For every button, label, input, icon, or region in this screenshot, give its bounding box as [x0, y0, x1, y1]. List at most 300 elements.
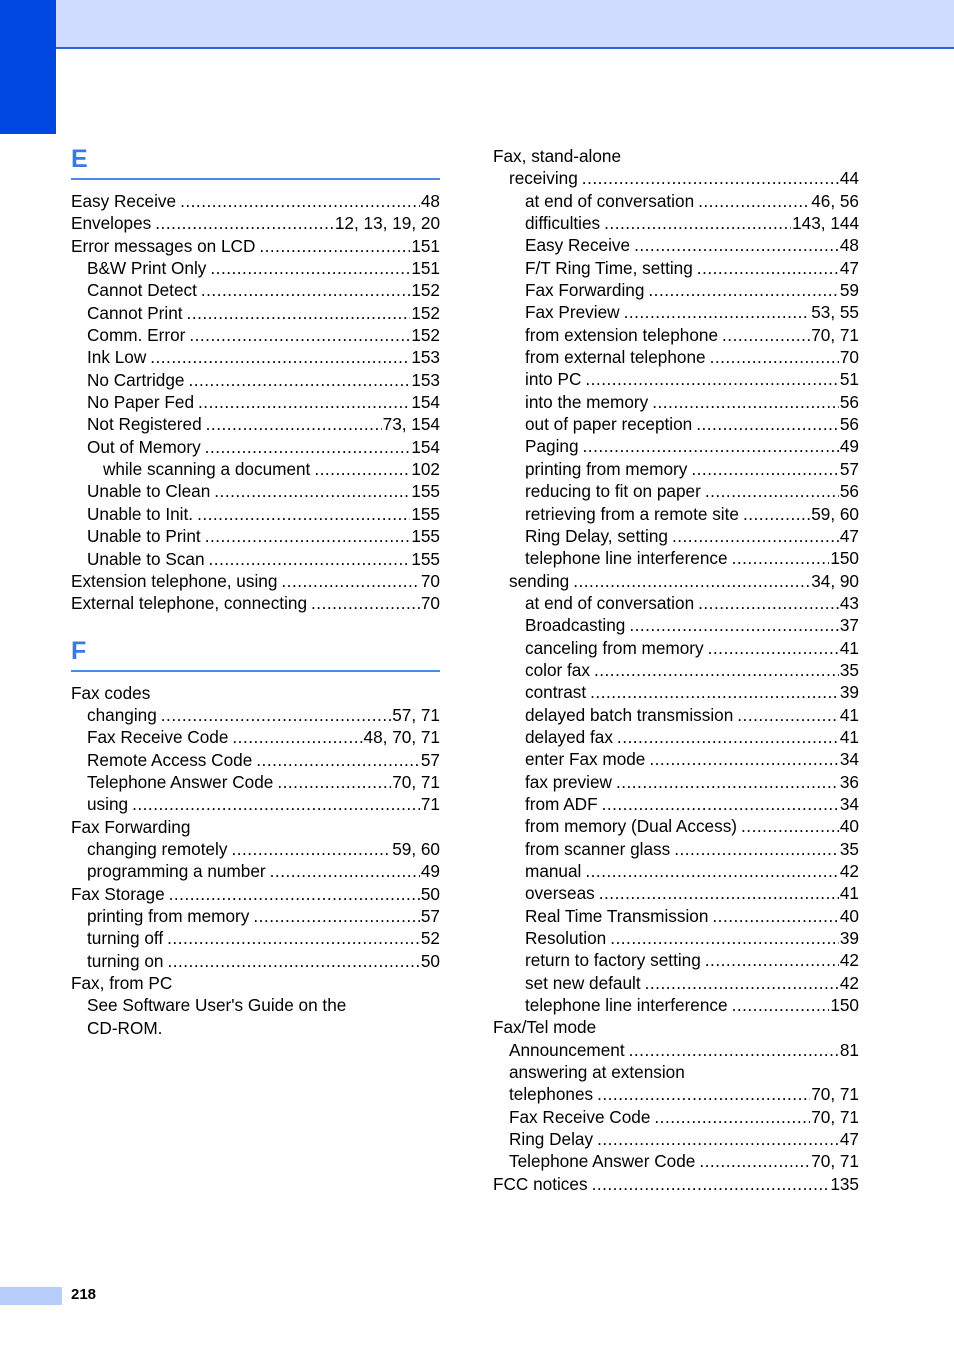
- index-pages: 47: [839, 1129, 859, 1150]
- index-term: Fax Forwarding: [525, 280, 645, 301]
- index-term: Fax, stand-alone: [493, 146, 622, 166]
- dot-leader: [654, 1106, 810, 1128]
- index-entry: [493, 771, 859, 793]
- index-term: overseas: [525, 883, 595, 904]
- dot-leader: [189, 324, 410, 346]
- index-entry: [493, 480, 859, 502]
- index-term: F/T Ring Time, setting: [525, 257, 693, 278]
- dot-leader: [698, 592, 839, 614]
- index-term: from scanner glass: [525, 838, 671, 859]
- index-term: Unable to Print: [87, 526, 201, 547]
- index-term: Unable to Clean: [87, 481, 211, 502]
- index-term: Out of Memory: [87, 436, 201, 457]
- index-entry: [71, 212, 440, 234]
- index-entry: [71, 816, 440, 838]
- index-term: B&W Print Only: [87, 258, 207, 279]
- index-term: Ink Low: [87, 347, 147, 368]
- index-term: Unable to Init.: [87, 503, 194, 524]
- index-pages: 152: [411, 325, 440, 346]
- index-pages: 47: [839, 257, 859, 278]
- index-entry: [493, 860, 859, 882]
- index-entry: [493, 1106, 859, 1128]
- dot-leader: [674, 838, 839, 860]
- index-term: CD-ROM.: [87, 1017, 163, 1038]
- index-pages: 155: [411, 526, 440, 547]
- index-pages: 155: [411, 481, 440, 502]
- index-pages: 102: [411, 459, 440, 480]
- dot-leader: [314, 458, 410, 480]
- index-term: using: [87, 794, 129, 815]
- index-entry: [493, 748, 859, 770]
- index-term: difficulties: [525, 213, 601, 234]
- index-term: into PC: [525, 369, 582, 390]
- index-pages: 34: [839, 793, 859, 814]
- index-entry: [71, 994, 440, 1016]
- dot-leader: [214, 480, 410, 502]
- index-entry: [493, 503, 859, 525]
- index-pages: 53, 55: [811, 302, 859, 323]
- index-entry: [71, 592, 440, 614]
- index-entry: [71, 235, 440, 257]
- dot-leader: [741, 815, 839, 837]
- index-term: Error messages on LCD: [71, 235, 256, 256]
- footer-band: [0, 1287, 62, 1305]
- index-entry: [493, 190, 859, 212]
- index-pages: 155: [411, 503, 440, 524]
- dot-leader: [697, 257, 839, 279]
- dot-leader: [150, 346, 410, 368]
- index-entry: [71, 413, 440, 435]
- index-term: Cannot Print: [87, 302, 183, 323]
- index-term: from external telephone: [525, 347, 706, 368]
- index-term: Fax Storage: [71, 883, 165, 904]
- index-term: answering at extension: [509, 1062, 685, 1083]
- index-term: delayed batch transmission: [525, 704, 734, 725]
- index-term: programming a number: [87, 861, 266, 882]
- index-entry: [71, 503, 440, 525]
- index-entry: [493, 994, 859, 1016]
- index-pages: 81: [839, 1039, 859, 1060]
- index-pages: 48: [420, 191, 440, 211]
- dot-leader: [672, 525, 839, 547]
- dot-leader: [698, 190, 810, 212]
- index-term: receiving: [509, 168, 578, 189]
- index-entry: [71, 548, 440, 570]
- index-entry: [493, 614, 859, 636]
- index-term: printing from memory: [525, 458, 688, 479]
- index-entry: [71, 793, 440, 815]
- index-pages: 70: [420, 593, 440, 614]
- index-pages: 151: [411, 235, 440, 256]
- index-entry: [493, 793, 859, 815]
- index-entry: [71, 1017, 440, 1039]
- dot-leader: [167, 950, 419, 972]
- index-entry: [71, 346, 440, 368]
- index-pages: 57: [839, 458, 859, 479]
- index-entry: [493, 391, 859, 413]
- index-entry: [493, 592, 859, 614]
- index-entry: [493, 234, 859, 256]
- page-number: 218: [71, 1286, 97, 1303]
- dot-leader: [645, 972, 839, 994]
- index-term: Cannot Detect: [87, 280, 197, 301]
- index-pages: 70, 71: [811, 1151, 859, 1172]
- index-entry: [493, 681, 859, 703]
- index-pages: 41: [839, 637, 859, 658]
- index-pages: 59, 60: [811, 503, 859, 524]
- index-term: Ring Delay: [509, 1129, 594, 1150]
- index-term: fax preview: [525, 771, 612, 792]
- index-entry: [71, 860, 440, 882]
- index-pages: 70, 71: [811, 324, 859, 345]
- index-pages: 42: [839, 972, 859, 993]
- dot-leader: [594, 659, 839, 681]
- index-term: color fax: [525, 659, 590, 680]
- index-entry: [71, 257, 440, 279]
- dot-leader: [617, 726, 839, 748]
- index-pages: 36: [839, 771, 859, 792]
- index-pages: 70, 71: [811, 1084, 859, 1105]
- index-entry: [493, 704, 859, 726]
- dot-leader: [188, 369, 410, 391]
- index-entry: [493, 1173, 859, 1195]
- index-term: Comm. Error: [87, 325, 186, 346]
- index-term: telephone line interference: [525, 995, 728, 1016]
- dot-leader: [624, 301, 811, 323]
- index-pages: 151: [411, 258, 440, 279]
- index-term: sending: [509, 570, 570, 591]
- index-pages: 155: [411, 548, 440, 569]
- dot-leader: [610, 927, 839, 949]
- dot-leader: [743, 503, 810, 525]
- index-entry: [493, 905, 859, 927]
- index-entry: [71, 525, 440, 547]
- dot-leader: [187, 302, 411, 324]
- index-term: Real Time Transmission: [525, 905, 709, 926]
- index-entry: [493, 257, 859, 279]
- dot-leader: [197, 503, 410, 525]
- index-pages: 70: [839, 347, 859, 368]
- index-term: Fax Forwarding: [71, 816, 191, 837]
- index-entry: [493, 413, 859, 435]
- index-entry: [71, 927, 440, 949]
- index-entry: [71, 905, 440, 927]
- index-pages: 47: [839, 525, 859, 546]
- dot-leader: [597, 1083, 810, 1105]
- index-term: return to factory setting: [525, 950, 701, 971]
- dot-leader: [311, 592, 420, 614]
- index-entry: [71, 279, 440, 301]
- index-term: while scanning a document: [103, 459, 311, 480]
- index-pages: 50: [420, 883, 440, 904]
- index-pages: 40: [839, 905, 859, 926]
- index-entry: [493, 279, 859, 301]
- dot-leader: [161, 704, 391, 726]
- dot-leader: [712, 905, 838, 927]
- index-entry: [71, 324, 440, 346]
- index-entry: [71, 682, 440, 704]
- index-pages: 59: [839, 280, 859, 301]
- index-term: Unable to Scan: [87, 548, 205, 569]
- index-pages: 12, 13, 19, 20: [334, 213, 440, 234]
- index-term: See Software User's Guide on the: [87, 995, 347, 1016]
- index-pages: 52: [420, 928, 440, 949]
- index-pages: 153: [411, 369, 440, 390]
- index-term: No Cartridge: [87, 369, 185, 390]
- index-entry: [71, 190, 440, 212]
- index-entry: [493, 368, 859, 390]
- dot-leader: [167, 927, 420, 949]
- index-entry: [493, 815, 859, 837]
- index-term: turning off: [87, 928, 164, 949]
- index-entry: [493, 1016, 859, 1038]
- index-pages: 39: [839, 928, 859, 949]
- index-entry: [493, 1061, 859, 1083]
- index-term: Fax, from PC: [71, 973, 173, 993]
- index-entry: [71, 838, 440, 860]
- dot-leader: [649, 748, 839, 770]
- index-pages: 49: [839, 436, 859, 457]
- index-pages: 34, 90: [811, 570, 859, 591]
- dot-leader: [583, 435, 839, 457]
- index-entry: [71, 369, 440, 391]
- index-term: Announcement: [509, 1039, 625, 1060]
- index-entry: [71, 950, 440, 972]
- index-pages: 70: [420, 570, 440, 591]
- dot-leader: [652, 391, 839, 413]
- dot-leader: [198, 391, 410, 413]
- dot-leader: [699, 1150, 810, 1172]
- index-pages: 73, 154: [382, 414, 440, 435]
- index-entry: [493, 1039, 859, 1061]
- index-term: printing from memory: [87, 905, 250, 926]
- index-pages: 51: [839, 369, 859, 390]
- index-list-right: [493, 145, 859, 1195]
- index-entry: [493, 525, 859, 547]
- index-pages: 35: [839, 659, 859, 680]
- index-pages: 152: [411, 302, 440, 323]
- dot-leader: [722, 324, 810, 346]
- index-pages: 42: [839, 861, 859, 881]
- dot-leader: [169, 883, 420, 905]
- dot-leader: [696, 413, 839, 435]
- index-pages: 41: [839, 883, 859, 904]
- index-entry: [71, 883, 440, 905]
- index-entry: [493, 927, 859, 949]
- index-entry: [71, 436, 440, 458]
- index-column-left: [71, 145, 440, 1039]
- dot-leader: [201, 279, 410, 301]
- index-pages: 43: [839, 592, 859, 613]
- dot-leader: [205, 436, 411, 458]
- index-entry: [493, 1150, 859, 1172]
- index-entry: [493, 458, 859, 480]
- dot-leader: [231, 838, 391, 860]
- dot-leader: [604, 212, 791, 234]
- index-entry: [493, 301, 859, 323]
- index-pages: 57, 71: [392, 704, 440, 725]
- dot-leader: [270, 860, 420, 882]
- index-term: Remote Access Code: [87, 749, 253, 770]
- index-term: Resolution: [525, 928, 607, 949]
- index-term: set new default: [525, 972, 641, 993]
- dot-leader: [691, 458, 839, 480]
- index-entry: [71, 302, 440, 324]
- index-pages: 150: [830, 995, 859, 1016]
- index-pages: 46, 56: [811, 190, 859, 211]
- index-pages: 42: [839, 950, 859, 971]
- index-entry: [493, 637, 859, 659]
- index-term: Fax Receive Code: [509, 1106, 651, 1127]
- dot-leader: [629, 1039, 839, 1061]
- index-term: Extension telephone, using: [71, 570, 278, 591]
- index-pages: 41: [839, 726, 859, 747]
- dot-leader: [597, 1128, 839, 1150]
- index-pages: 49: [420, 861, 440, 882]
- section-letter-e: E: [71, 145, 440, 180]
- index-term: External telephone, connecting: [71, 593, 308, 614]
- index-entry: [493, 882, 859, 904]
- index-term: changing remotely: [87, 838, 228, 859]
- index-entry: [493, 838, 859, 860]
- index-term: No Paper Fed: [87, 392, 195, 413]
- index-pages: 44: [839, 168, 859, 189]
- index-pages: 70, 71: [392, 771, 440, 792]
- index-term: from extension telephone: [525, 324, 719, 345]
- dot-leader: [592, 1173, 830, 1195]
- dot-leader: [616, 771, 839, 793]
- index-pages: 57: [420, 749, 440, 770]
- index-entry: [71, 749, 440, 771]
- index-term: Fax codes: [71, 682, 151, 703]
- index-pages: 135: [830, 1173, 859, 1194]
- index-column-right: [493, 145, 859, 1195]
- index-term: Fax Preview: [525, 302, 620, 323]
- index-pages: 41: [839, 704, 859, 725]
- index-entry: [493, 167, 859, 189]
- index-term: telephone line interference: [525, 548, 728, 569]
- index-term: Paging: [525, 436, 579, 457]
- index-entry: [71, 771, 440, 793]
- index-entry: [493, 659, 859, 681]
- index-term: out of paper reception: [525, 414, 693, 435]
- dot-leader: [259, 235, 410, 257]
- header-band: [0, 0, 954, 49]
- index-term: canceling from memory: [525, 637, 704, 658]
- index-entry: [493, 212, 859, 234]
- index-term: manual: [525, 861, 582, 881]
- index-pages: 40: [839, 816, 859, 837]
- index-term: from ADF: [525, 793, 598, 814]
- index-term: Fax Receive Code: [87, 727, 229, 748]
- index-pages: 48: [839, 235, 859, 256]
- index-pages: 34: [839, 749, 859, 770]
- index-term: turning on: [87, 950, 164, 971]
- index-term: Ring Delay, setting: [525, 525, 668, 546]
- index-pages: 70, 71: [811, 1106, 859, 1127]
- dot-leader: [155, 212, 334, 234]
- index-entry: [493, 547, 859, 569]
- index-entry: [71, 391, 440, 413]
- index-term: contrast: [525, 682, 587, 703]
- index-pages: 48, 70, 71: [363, 727, 440, 748]
- dot-leader: [737, 704, 839, 726]
- chapter-tab: [0, 0, 56, 134]
- index-pages: 152: [411, 280, 440, 301]
- index-term: from memory (Dual Access): [525, 816, 738, 837]
- dot-leader: [253, 905, 420, 927]
- index-term: Fax/Tel mode: [493, 1017, 597, 1038]
- index-term: Easy Receive: [525, 235, 631, 256]
- dot-leader: [629, 614, 839, 636]
- dot-leader: [710, 346, 839, 368]
- dot-leader: [705, 949, 839, 971]
- index-term: enter Fax mode: [525, 749, 646, 770]
- dot-leader: [732, 994, 830, 1016]
- index-term: retrieving from a remote site: [525, 503, 739, 524]
- dot-leader: [708, 637, 839, 659]
- dot-leader: [205, 525, 411, 547]
- index-entry: [493, 324, 859, 346]
- dot-leader: [277, 771, 391, 793]
- index-pages: 50: [420, 950, 440, 971]
- index-entry: [493, 435, 859, 457]
- index-entry: [493, 570, 859, 592]
- index-term: Easy Receive: [71, 191, 177, 211]
- index-entry: [493, 949, 859, 971]
- dot-leader: [209, 548, 411, 570]
- index-entry: [71, 972, 440, 994]
- dot-leader: [232, 726, 362, 748]
- index-term: Envelopes: [71, 213, 152, 234]
- dot-leader: [582, 167, 839, 189]
- index-term: delayed fax: [525, 726, 613, 747]
- index-pages: 59, 60: [392, 838, 440, 859]
- index-entry: [493, 346, 859, 368]
- index-term: at end of conversation: [525, 190, 695, 211]
- dot-leader: [573, 570, 810, 592]
- dot-leader: [585, 368, 839, 390]
- index-term: at end of conversation: [525, 592, 695, 613]
- index-pages: 154: [411, 436, 440, 457]
- dot-leader: [132, 793, 420, 815]
- dot-leader: [634, 234, 839, 256]
- index-pages: 71: [420, 794, 440, 815]
- index-pages: 35: [839, 838, 859, 859]
- dot-leader: [590, 681, 839, 703]
- index-entry: [493, 1083, 859, 1105]
- index-entry: [71, 726, 440, 748]
- dot-leader: [256, 749, 420, 771]
- dot-leader: [206, 413, 382, 435]
- index-pages: 154: [411, 392, 440, 413]
- index-term: into the memory: [525, 391, 649, 412]
- index-pages: 39: [839, 682, 859, 703]
- dot-leader: [648, 279, 838, 301]
- dot-leader: [732, 547, 830, 569]
- index-entry: [71, 458, 440, 480]
- index-term: telephones: [509, 1084, 594, 1105]
- index-term: Telephone Answer Code: [87, 771, 274, 792]
- index-term: Telephone Answer Code: [509, 1151, 696, 1172]
- index-term: changing: [87, 704, 157, 725]
- index-entry: [71, 570, 440, 592]
- index-term: FCC notices: [493, 1173, 588, 1194]
- index-list-e: [71, 190, 440, 615]
- index-pages: 56: [839, 414, 859, 435]
- dot-leader: [180, 190, 420, 212]
- index-list-f: [71, 682, 440, 1040]
